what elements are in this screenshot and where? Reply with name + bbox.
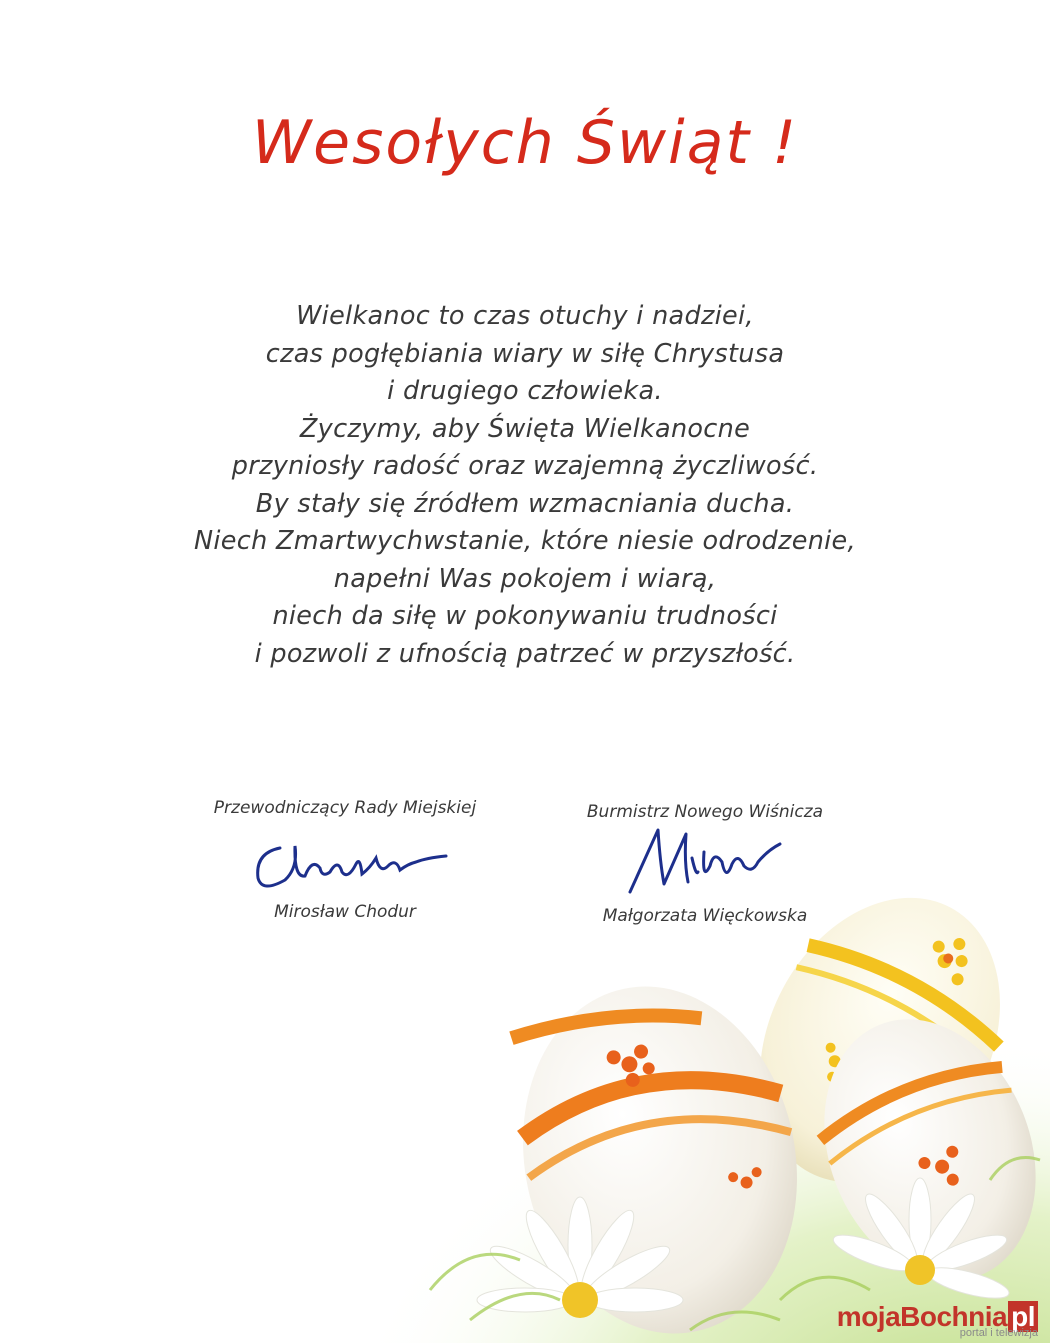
greeting-line: i pozwoli z ufnością patrzeć w przyszłość. bbox=[254, 638, 796, 669]
greeting-text bbox=[0, 298, 1050, 673]
logo-main-text: mojaBochnia bbox=[836, 1301, 1008, 1332]
site-logo bbox=[837, 1301, 1038, 1339]
signatory-role-right: Burmistrz Nowego Wiśnicza bbox=[586, 802, 824, 822]
greeting-line: napełni Was pokojem i wiarą, bbox=[333, 563, 717, 594]
signatory-name-right: Małgorzata Więckowska bbox=[602, 906, 808, 926]
greeting-line: Wielkanoc to czas otuchy i nadziei, bbox=[296, 301, 754, 331]
logo-suffix: pl bbox=[1008, 1301, 1038, 1332]
signature-left bbox=[250, 828, 460, 898]
greeting-line: niech da siłę w pokonywaniu trudności bbox=[272, 601, 778, 631]
page-title: Wesołych Świąt ! bbox=[251, 108, 799, 178]
logo-subtitle: portal i telewizja bbox=[959, 1327, 1038, 1339]
greeting-line: Życzymy, aby Święta Wielkanocne bbox=[299, 413, 751, 444]
greeting-line: Niech Zmartwychwstanie, które niesie odrodzenie, bbox=[194, 526, 856, 556]
signatory-name-left: Mirosław Chodur bbox=[274, 902, 416, 922]
greeting-line: przyniosły radość oraz wzajemną życzliwość. bbox=[231, 451, 819, 481]
greeting-line: By stały się źródłem wzmacniania ducha. bbox=[255, 488, 795, 519]
signatory-role-left: Przewodniczący Rady Miejskiej bbox=[213, 798, 477, 818]
greeting-line: czas pogłębiania wiary w siłę Chrystusa bbox=[265, 338, 785, 369]
signature-right bbox=[618, 822, 798, 902]
greeting-line: i drugiego człowieka. bbox=[387, 376, 663, 406]
